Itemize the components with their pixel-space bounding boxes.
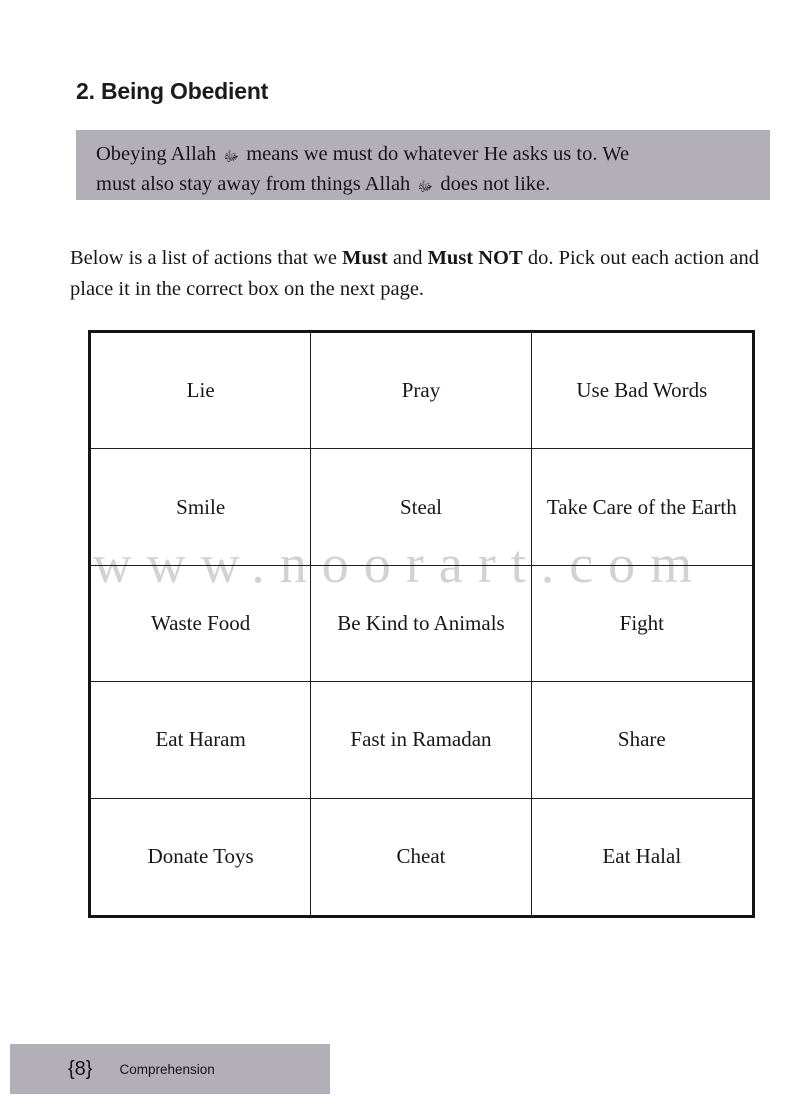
table-cell[interactable]: Use Bad Words [532, 333, 752, 449]
actions-table [88, 330, 755, 918]
table-cell[interactable]: Donate Toys [91, 799, 311, 915]
instruction-text-2: and [387, 246, 428, 269]
callout-line-1 [96, 139, 752, 169]
allah-honorific-icon: ﷻ [223, 150, 240, 165]
table-cell[interactable]: Lie [91, 333, 311, 449]
instruction-bold-must: Must [342, 246, 388, 269]
table-cell[interactable]: Fast in Ramadan [311, 682, 531, 798]
table-cell[interactable]: Fight [532, 566, 752, 682]
instruction-text-1: Below is a list of actions that we [70, 246, 343, 269]
page-number: {8} [68, 1057, 93, 1080]
instruction-text-3: do. Pick out each action and place it in the correct box on the next page. [70, 246, 759, 300]
table-cell[interactable]: Waste Food [91, 566, 311, 682]
instruction-bold-must-not: Must NOT [427, 246, 523, 269]
table-cell[interactable]: Eat Halal [602, 844, 682, 869]
footer-section-label: Comprehension [119, 1061, 215, 1077]
callout-text-2b: does not like. [440, 173, 551, 195]
table-cell[interactable]: Steal [311, 449, 531, 565]
callout-text-1a: Obeying Allah [96, 143, 217, 165]
table-cell[interactable]: Pray [311, 333, 531, 449]
page-title: 2. Being Obedient [76, 78, 269, 105]
table-cell[interactable]: Be Kind to Animals [311, 566, 531, 682]
callout-line-2 [96, 169, 752, 199]
table-cell[interactable]: Take Care of the Earth [532, 449, 752, 565]
callout-box [76, 130, 770, 200]
table-cell[interactable]: Share [532, 682, 752, 798]
page-footer [10, 1044, 330, 1094]
table-cell[interactable]: Cheat [311, 799, 531, 915]
callout-text-2a: must also stay away from things Allah [96, 173, 411, 195]
site-watermark: www.noorart.com [92, 534, 708, 594]
table-cell[interactable]: Smile [91, 449, 311, 565]
table-cell[interactable]: Eat Haram [91, 682, 311, 798]
callout-text-1b: means we must do whatever He asks us to. We [246, 143, 630, 165]
allah-honorific-icon: ﷻ [417, 180, 434, 195]
instruction-paragraph [70, 243, 776, 305]
